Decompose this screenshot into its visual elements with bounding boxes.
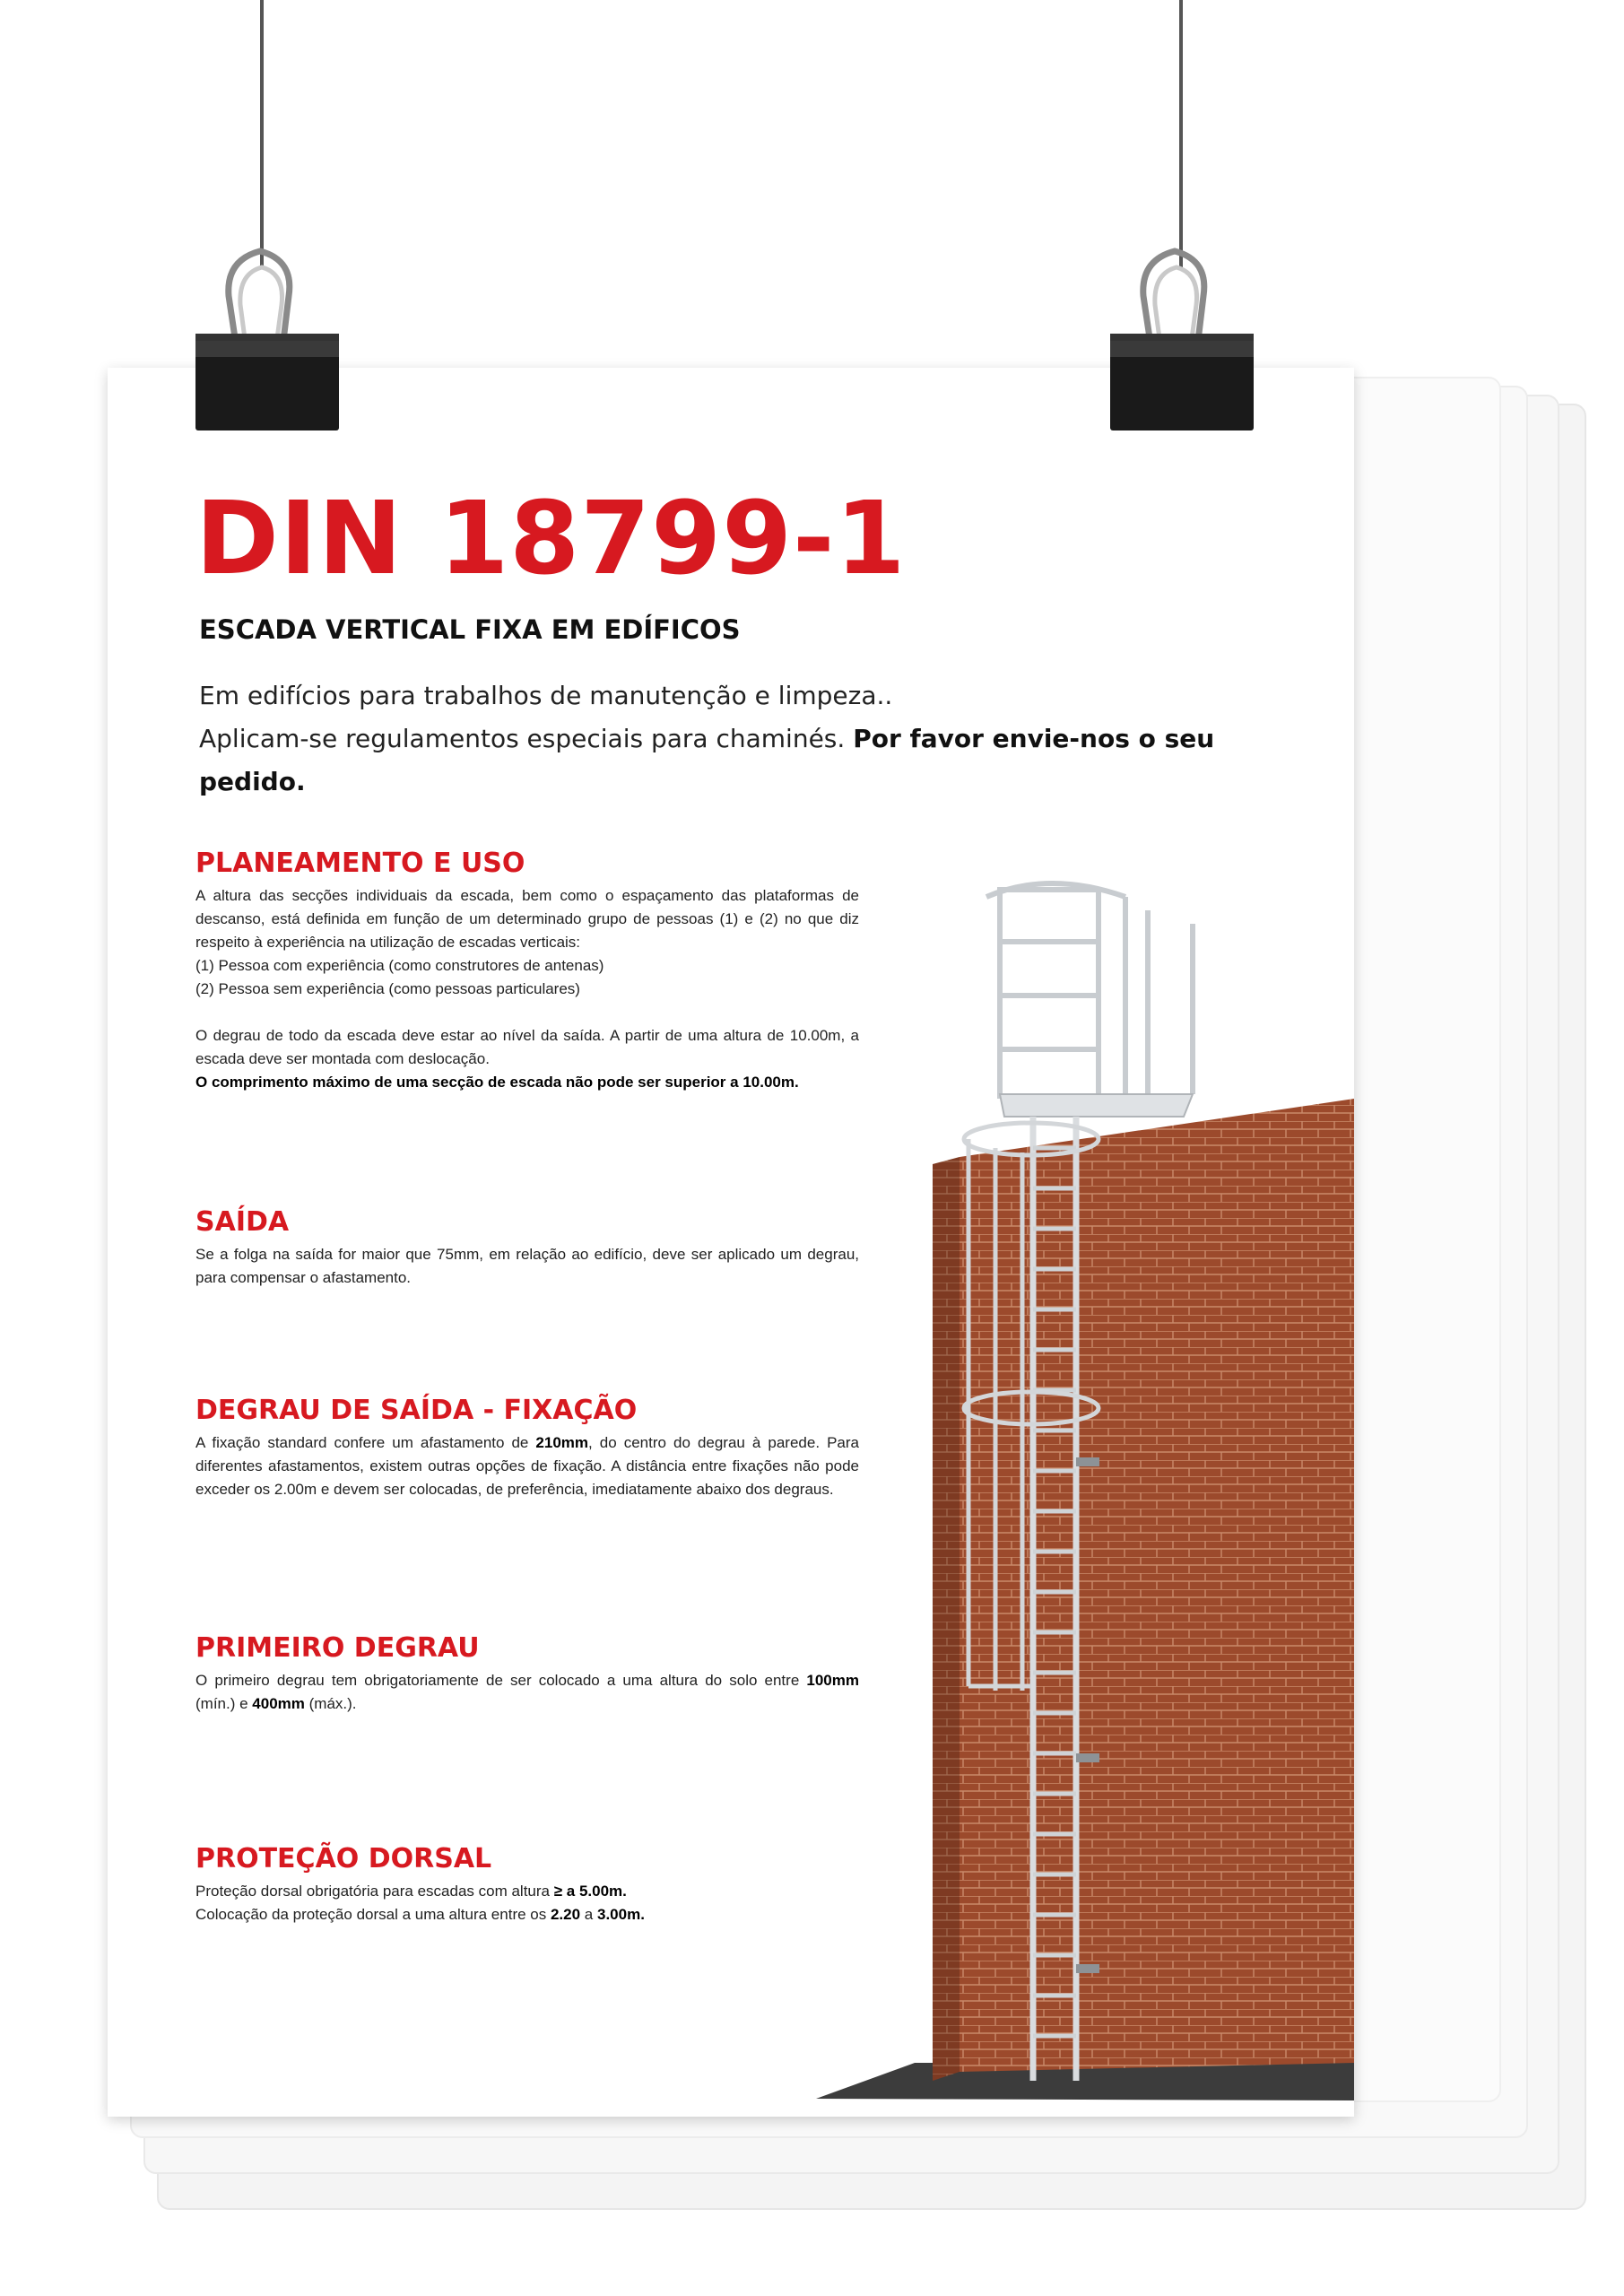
section-paragraph: (1) Pessoa com experiência (como construtores de antenas): [195, 957, 604, 974]
ladder-illustration: [807, 879, 1363, 2117]
section-heading: DEGRAU DE SAÍDA - FIXAÇÃO: [195, 1395, 638, 1426]
text-span: , do centro do degrau à parede. Para diferentes afastamentos, existem outras opções de fixação. A distância entre fixações não pode exceder os 2.00m e devem ser colocadas, de preferência, imediatamente abaixo dos degraus.: [195, 1434, 859, 1498]
section-heading: SAÍDA: [195, 1206, 290, 1238]
section-paragraph: [195, 1880, 859, 1903]
section-protecao-dorsal: [195, 1843, 859, 1926]
section-paragraph: (2) Pessoa sem experiência (como pessoas particulares): [195, 980, 580, 997]
page-subtitle: ESCADA VERTICAL FIXA EM EDÍFICOS: [199, 614, 741, 645]
section-heading: PROTEÇÃO DORSAL: [195, 1843, 492, 1874]
section-heading: PRIMEIRO DEGRAU: [195, 1632, 480, 1664]
intro-text: [199, 674, 1320, 804]
intro-line-2: [199, 718, 1320, 804]
section-paragraph: Se a folga na saída for maior que 75mm, em relação ao edifício, deve ser aplicado um degrau, para compensar o afastamento.: [195, 1246, 859, 1286]
section-fixacao: [195, 1395, 859, 1501]
text-span: O primeiro degrau tem obrigatoriamente de ser colocado a uma altura do solo entre: [195, 1672, 800, 1689]
section-paragraph: [195, 1431, 859, 1501]
bold-text: 2.20: [550, 1906, 581, 1923]
bold-text: ≥ a 5.00m.: [553, 1883, 627, 1900]
section-saida: [195, 1206, 859, 1290]
top-platform: [1000, 1094, 1193, 1117]
binder-clip-left-icon: [188, 224, 350, 439]
top-cage: [986, 883, 1193, 1096]
page-title: DIN 18799-1: [195, 481, 907, 597]
text-span: Colocação da proteção dorsal a uma altura entre os: [195, 1906, 547, 1923]
section-paragraph: [195, 1669, 859, 1716]
brick-wall: [960, 1099, 1354, 2072]
section-paragraph: [195, 1903, 859, 1926]
section-heading: PLANEAMENTO E USO: [195, 848, 525, 879]
section-paragraph-bold: [195, 1071, 859, 1094]
bold-text: 3.00m.: [597, 1906, 645, 1923]
bold-text: 210mm: [535, 1434, 589, 1451]
intro-line-1: Em edifícios para trabalhos de manutenção e limpeza..: [199, 681, 893, 710]
text-span: A fixação standard confere um afastamento de: [195, 1434, 529, 1451]
section-primeiro-degrau: [195, 1632, 859, 1716]
text-span: Proteção dorsal obrigatória para escadas com altura: [195, 1883, 550, 1900]
section-paragraph: O degrau de todo da escada deve estar ao nível da saída. A partir de uma altura de 10.00m, a escada deve ser montada com deslocação.: [195, 1027, 859, 1067]
text-span: (mín.) e: [195, 1695, 248, 1712]
section-planeamento: [195, 848, 859, 1094]
bold-text: 100mm: [806, 1672, 859, 1689]
intro-line-2-text: Aplicam-se regulamentos especiais para chaminés.: [199, 724, 846, 753]
bold-text: 400mm: [252, 1695, 305, 1712]
intro-request-bold: Por favor envie-nos o seu pedido.: [199, 724, 1215, 796]
bold-text: O comprimento máximo de uma secção de escada não pode ser superior a 10.00m.: [195, 1074, 799, 1091]
binder-clip-right-icon: [1103, 224, 1264, 439]
wall-side: [933, 1157, 960, 2081]
text-span: (máx.).: [308, 1695, 357, 1712]
text-span: a: [584, 1906, 594, 1923]
section-paragraph: A altura das secções individuais da escada, bem como o espaçamento das plataformas de descanso, está definida em função de um determinado grupo de pessoas (1) e (2) no que diz respeito à experiência na utilização de escadas verticais:: [195, 887, 859, 951]
